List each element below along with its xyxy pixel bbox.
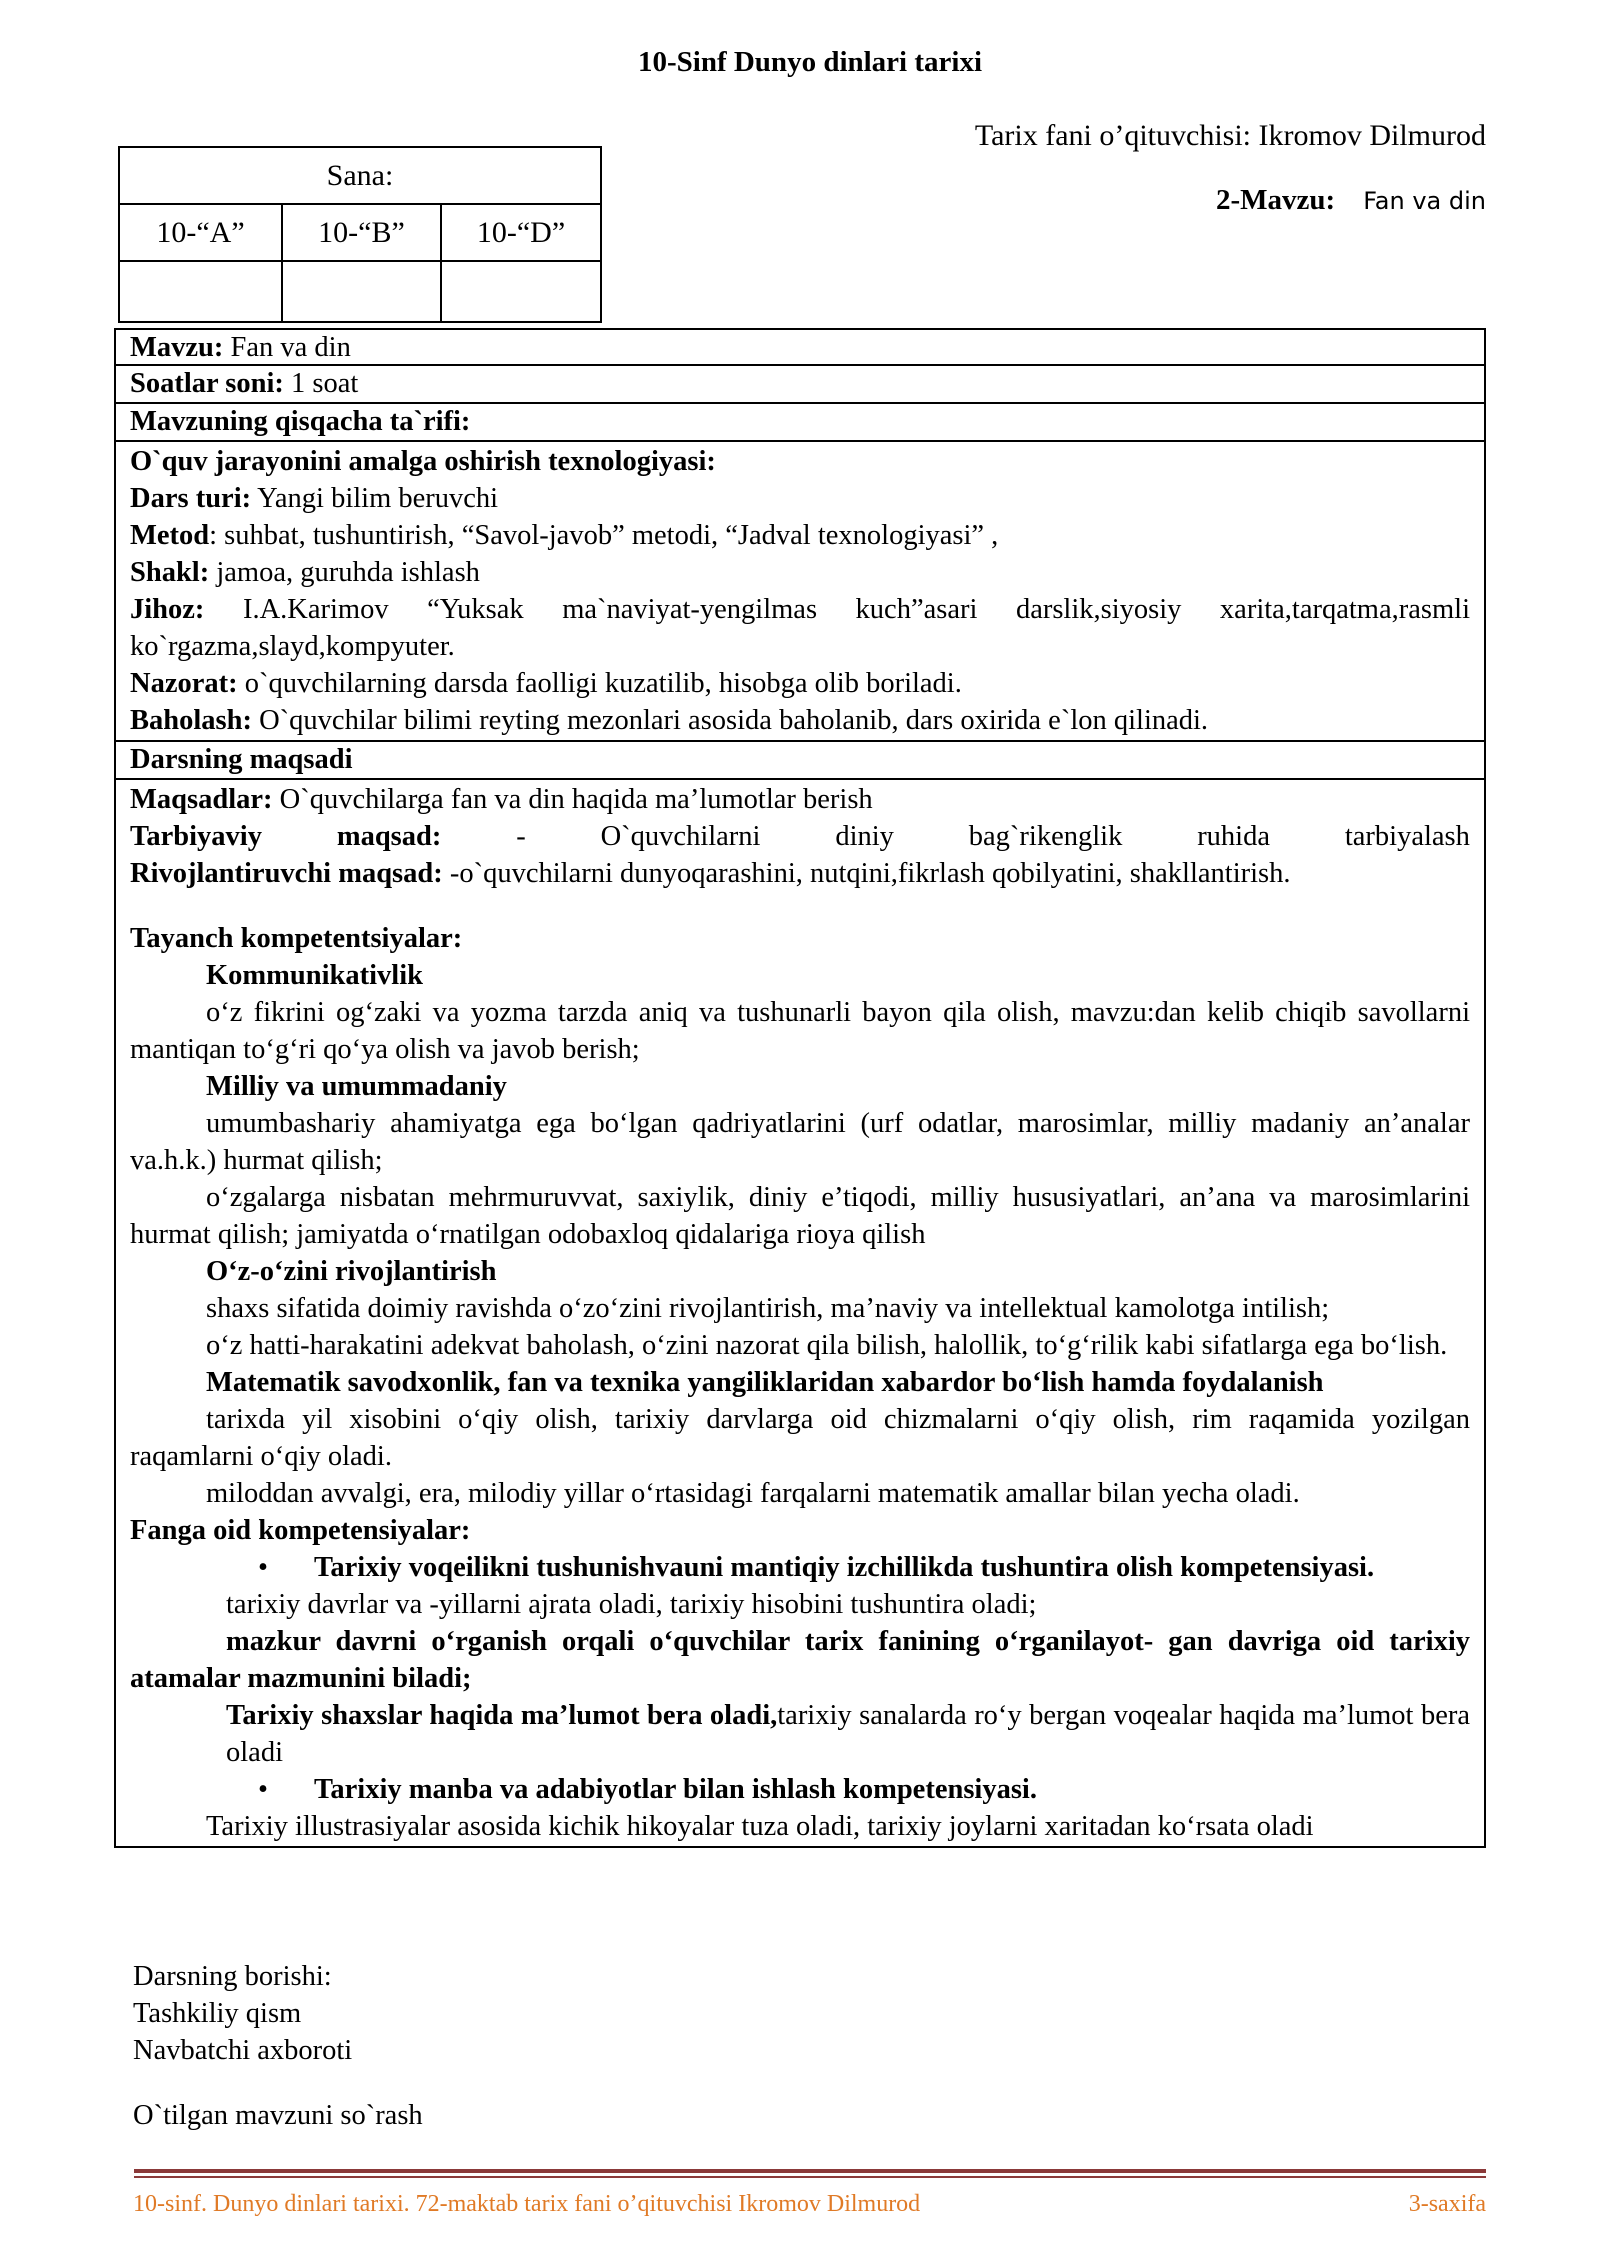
page-number: 3-saxifa	[1408, 2191, 1486, 2217]
tarbiyaviy-word-1: Tarbiyaviy	[130, 821, 262, 852]
maqsadlar-label: Maqsadlar:	[130, 784, 273, 815]
bullet-item-2	[130, 1771, 1470, 1808]
tarbiyaviy-word-8: tarbiyalash	[1344, 821, 1470, 852]
tayanch-heading: Tayanch kompetentsiyalar:	[130, 923, 463, 954]
ozini-text-1: shaxs sifatida doimiy ravishda o‘zo‘zini rivojlantirish, ma’naviy va intellektual kamolotga intilish;	[206, 1293, 1330, 1324]
tarif-row	[114, 404, 1486, 442]
ozini-heading: O‘z-o‘zini rivojlantirish	[206, 1256, 497, 1287]
bullet-2-text: Tarixiy manba va adabiyotlar bilan ishlash kompetensiyasi.	[314, 1774, 1037, 1805]
milliy-text-2: o‘zgalarga nisbatan mehrmuruvvat, saxiylik, diniy e’tiqodi, milliy hususiyatlari, an’ana va marosimlarini hurmat qilish; jamiyatda o‘rnatilgan odobaxloq qidalariga rioya qilish	[130, 1182, 1470, 1250]
lesson-plan-box	[114, 328, 1486, 1848]
baholash-label: Baholash:	[130, 705, 252, 736]
tarbiyaviy-word-4: O`quvchilarni	[600, 821, 761, 852]
milliy-heading: Milliy va umummadaniy	[206, 1071, 507, 1102]
lesson-flow	[133, 1958, 423, 2134]
footer-text: 10-sinf. Dunyo dinlari tarixi. 72-maktab tarix fani o’qituvchisi Ikromov Dilmurod	[133, 2191, 921, 2217]
bullet-dot-icon: •	[258, 1774, 268, 1805]
soat-value: 1 soat	[283, 368, 359, 399]
dars-turi-value: Yangi bilim beruvchi	[251, 483, 499, 514]
metod-label: Metod	[130, 520, 210, 551]
lesson-flow-line-3: Navbatchi axboroti	[133, 2035, 353, 2066]
fanga-heading: Fanga oid kompetensiyalar:	[130, 1515, 471, 1546]
technology-section	[114, 442, 1486, 742]
maqsad-heading-row	[114, 742, 1486, 780]
date-table	[118, 146, 602, 323]
teacher-line: Tarix fani o’qituvchisi: Ikromov Dilmurod	[974, 119, 1486, 152]
shakl-label: Shakl:	[130, 557, 210, 588]
class-cell-d: 10-“D”	[441, 204, 601, 261]
matem-text-2: miloddan avvalgi, era, milodiy yillar o‘rtasidagi farqalarni matematik amallar bilan yecha oladi.	[206, 1478, 1300, 1509]
shakl-value: jamoa, guruhda ishlash	[209, 557, 480, 588]
mavzu-row	[114, 328, 1486, 366]
tarbiyaviy-word-5: diniy	[835, 821, 894, 852]
milliy-text-1: umumbashariy ahamiyatga ega bo‘lgan qadriyatlarini (urf odatlar, marosimlar, milliy madaniy an’analar va.h.k.) hurmat qilish;	[130, 1108, 1470, 1176]
fanga-text-3: tarixiy sanalarda ro‘y bergan voqealar haqida ma’lumot bera oladi	[226, 1700, 1470, 1768]
lesson-flow-line-2: Tashkiliy qism	[133, 1998, 302, 2029]
maqsad-heading: Darsning maqsadi	[130, 744, 353, 775]
goals-section	[114, 780, 1486, 1848]
topic-label: 2-Mavzu:	[1216, 184, 1336, 216]
last-line: Tarixiy illustrasiyalar asosida kichik hikoyalar tuza oladi, tarixiy joylarni xaritadan ko‘rsata oladi	[206, 1811, 1314, 1842]
lesson-flow-line-4: O`tilgan mavzuni so`rash	[133, 2100, 423, 2131]
date-table-header: Sana:	[119, 147, 601, 204]
document-title: 10-Sinf Dunyo dinlari tarixi	[637, 46, 983, 78]
date-cell-a	[119, 261, 282, 322]
mavzu-value: Fan va din	[223, 332, 351, 363]
soat-label: Soatlar soni:	[130, 368, 284, 399]
topic-line	[1216, 180, 1486, 221]
tarbiyaviy-line	[130, 818, 1470, 855]
class-cell-a: 10-“A”	[119, 204, 282, 261]
bullet-item-1	[130, 1549, 1470, 1586]
tarbiyaviy-word-6: bag`rikenglik	[968, 821, 1123, 852]
date-cell-b	[282, 261, 441, 322]
baholash-value: O`quvchilar bilimi reyting mezonlari asosida baholanib, dars oxirida e`lon qilinadi.	[251, 705, 1209, 736]
footer-rule-thin	[134, 2176, 1486, 2178]
nazorat-label: Nazorat:	[130, 668, 238, 699]
rivoj-label: Rivojlantiruvchi maqsad:	[130, 858, 443, 889]
fanga-text-1: tarixiy davrlar va -yillarni ajrata oladi, tarixiy hisobini tushuntira oladi;	[226, 1589, 1037, 1620]
tarbiyaviy-word-7: ruhida	[1197, 821, 1270, 852]
rivoj-value: -o`quvchilarni dunyoqarashini, nutqini,fikrlash qobilyatini, shakllantirish.	[442, 858, 1291, 889]
fanga-bold-3: Tarixiy shaxslar haqida ma’lumot bera oladi,	[226, 1700, 778, 1731]
komm-heading: Kommunikativlik	[206, 960, 423, 991]
bullet-dot-icon: •	[258, 1552, 268, 1583]
matem-heading: Matematik savodxonlik, fan va texnika yangiliklaridan xabardor bo‘lish hamda foydalanish	[206, 1367, 1324, 1398]
date-cell-d	[441, 261, 601, 322]
matem-text-1: tarixda yil xisobini o‘qiy olish, tarixiy darvlarga oid chizmalarni o‘qiy olish, rim raqamida yozilgan raqamlarni o‘qiy oladi.	[130, 1404, 1470, 1472]
footer-rule	[134, 2169, 1486, 2173]
tarbiyaviy-word-2: maqsad:	[336, 821, 442, 852]
tarbiyaviy-word-3: -	[516, 821, 526, 852]
metod-value: : suhbat, tushuntirish, “Savol-javob” metodi, “Jadval texnologiyasi” ,	[209, 520, 999, 551]
tarif-label: Mavzuning qisqacha ta`rifi:	[130, 406, 471, 437]
dars-turi-label: Dars turi:	[130, 483, 252, 514]
class-cell-b: 10-“B”	[282, 204, 441, 261]
nazorat-value: o`quvchilarning darsda faolligi kuzatilib, hisobga olib boriladi.	[237, 668, 962, 699]
topic-value: Fan va din	[1363, 187, 1486, 215]
bullet-1-text: Tarixiy voqeilikni tushunishvauni mantiqiy izchillikda tushuntira olish kompetensiyasi.	[314, 1552, 1375, 1583]
tech-heading: O`quv jarayonini amalga oshirish texnologiyasi:	[130, 446, 716, 477]
fanga-bold-2: mazkur davrni o‘rganish orqali o‘quvchilar tarix fanining o‘rganilayot- gan davriga oid tarixiy atamalar mazmunini biladi;	[130, 1626, 1470, 1694]
soat-row	[114, 366, 1486, 404]
jihoz-label: Jihoz:	[130, 594, 205, 625]
ozini-text-2: o‘z hatti-harakatini adekvat baholash, o‘zini nazorat qila bilish, halollik, to‘g‘rilik kabi sifatlarga ega bo‘lish.	[206, 1330, 1448, 1361]
jihoz-value: I.A.Karimov “Yuksak ma`naviyat-yengilmas kuch”asari darslik,siyosiy xarita,tarqatma,rasmli ko`rgazma,slayd,kompyuter.	[130, 594, 1470, 662]
lesson-flow-line-1: Darsning borishi:	[133, 1961, 332, 1992]
komm-text: o‘z fikrini og‘zaki va yozma tarzda aniq va tushunarli bayon qila olish, mavzu:dan kelib chiqib savollarni mantiqan to‘g‘ri qo‘ya olish va javob berish;	[130, 997, 1470, 1065]
mavzu-label: Mavzu:	[130, 332, 224, 363]
maqsadlar-value: O`quvchilarga fan va din haqida ma’lumotlar berish	[272, 784, 873, 815]
